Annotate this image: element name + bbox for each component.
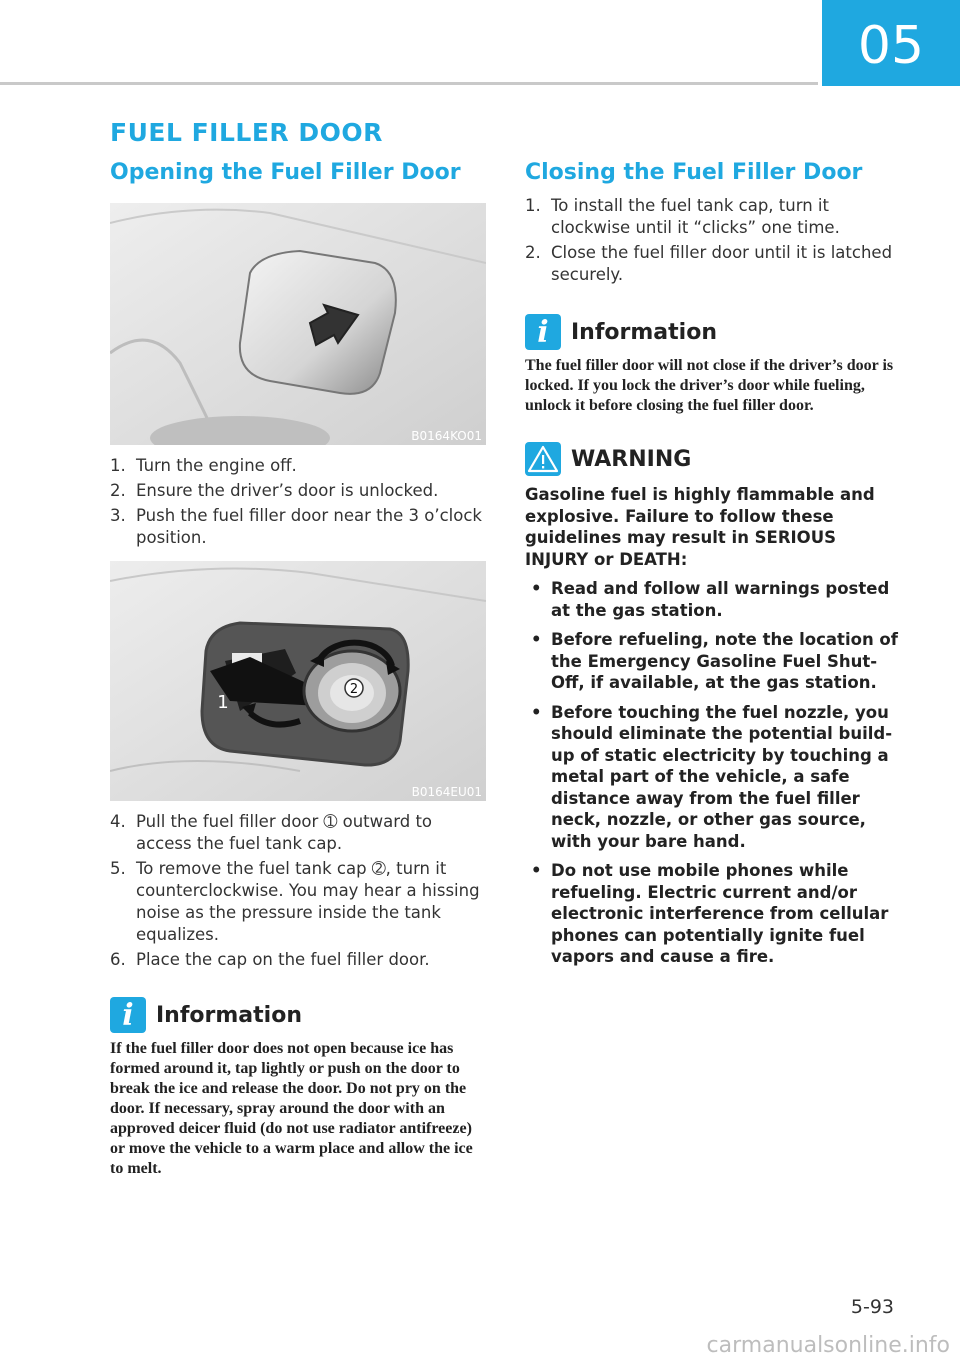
callout-1: 1 bbox=[217, 692, 229, 713]
step-text: To install the fuel tank cap, turn it clockwise until it “clicks” one time. bbox=[551, 196, 840, 237]
fuel-door-open-illustration bbox=[110, 561, 486, 801]
fuel-door-open-figure bbox=[110, 561, 486, 801]
step-number: 1. bbox=[525, 196, 541, 215]
opening-steps-b bbox=[110, 811, 488, 971]
step-number: 3. bbox=[110, 506, 126, 525]
warning-triangle-icon bbox=[525, 442, 561, 476]
info-text: The fuel filler door will not close if the driver’s door is locked. If you lock the driver’s door while fueling, unlock it before closing the fuel filler door. bbox=[525, 357, 894, 414]
chapter-tab: 05 bbox=[822, 0, 960, 86]
fuel-door-closed-figure bbox=[110, 203, 486, 445]
page-number: 5-93 bbox=[850, 1296, 894, 1318]
step-number: 2. bbox=[525, 243, 541, 262]
closing-step-1 bbox=[525, 195, 900, 239]
warning-intro: Gasoline fuel is highly flammable and explosive. Failure to follow these guidelines may result in SERIOUS INJURY or DEATH: bbox=[525, 485, 875, 569]
information-icon: i bbox=[110, 997, 146, 1033]
warning-list bbox=[525, 578, 900, 968]
step-number: 4. bbox=[110, 812, 126, 831]
information-icon: i bbox=[525, 314, 561, 350]
step-text: To remove the fuel tank cap ➁, turn it counterclockwise. You may hear a hissing noise as the pressure inside the tank equalizes. bbox=[136, 859, 480, 944]
closing-steps bbox=[525, 195, 900, 286]
step-number: 1. bbox=[110, 456, 126, 475]
warning-box bbox=[525, 442, 900, 968]
step-text: Ensure the driver’s door is unlocked. bbox=[136, 481, 439, 500]
warning-item: • Read and follow all warnings posted at the gas station. bbox=[525, 578, 900, 621]
warning-title: WARNING bbox=[571, 446, 692, 472]
step-6 bbox=[110, 949, 488, 971]
info-header bbox=[525, 314, 900, 350]
opening-heading: Opening the Fuel Filler Door bbox=[110, 160, 461, 185]
figure2-code: B0164EU01 bbox=[411, 785, 482, 799]
info-title: Information bbox=[571, 319, 717, 345]
closing-heading: Closing the Fuel Filler Door bbox=[525, 160, 863, 185]
step-text: Push the fuel filler door near the 3 o’clock position. bbox=[136, 506, 482, 547]
step-4 bbox=[110, 811, 488, 855]
warning-item: • Before refueling, note the location of the Emergency Gasoline Fuel Shut-Off, if available, at the gas station. bbox=[525, 629, 900, 694]
watermark: carmanualsonline.info bbox=[706, 1333, 950, 1358]
info-text: If the fuel filler door does not open because ice has formed around it, tap lightly or push on the door to break the ice and release the door. Do not pry on the door. If necessary, spray around the door with an approved deicer fluid (do not use radiator antifreeze) or move the vehicle to a warm place and allow the ice to melt. bbox=[110, 1040, 473, 1177]
step-3 bbox=[110, 505, 488, 549]
header-rule bbox=[0, 82, 818, 85]
step-number: 2. bbox=[110, 481, 126, 500]
section-title: FUEL FILLER DOOR bbox=[110, 118, 383, 147]
fuel-door-closed-illustration bbox=[110, 203, 486, 445]
callout-2: 2 bbox=[349, 682, 359, 697]
step-text: Turn the engine off. bbox=[136, 456, 297, 475]
warning-item: • Do not use mobile phones while refueling. Electric current and/or electronic interference from cellular phones can potentially ignite fuel vapors and cause a fire. bbox=[525, 860, 900, 968]
warning-header bbox=[525, 442, 900, 476]
info-header bbox=[110, 997, 488, 1033]
info-box-right bbox=[525, 314, 900, 416]
closing-step-2 bbox=[525, 242, 900, 286]
step-number: 5. bbox=[110, 859, 126, 878]
step-text: Place the cap on the fuel filler door. bbox=[136, 950, 430, 969]
opening-steps-a bbox=[110, 455, 488, 549]
info-box-left bbox=[110, 997, 488, 1179]
left-column bbox=[110, 160, 488, 1179]
info-title: Information bbox=[156, 1002, 302, 1028]
step-text: Close the fuel filler door until it is latched securely. bbox=[551, 243, 893, 284]
figure1-code: B0164KO01 bbox=[411, 429, 482, 443]
step-text: Pull the fuel filler door ➀ outward to access the fuel tank cap. bbox=[136, 812, 433, 853]
step-1 bbox=[110, 455, 488, 477]
step-number: 6. bbox=[110, 950, 126, 969]
step-2 bbox=[110, 480, 488, 502]
step-5 bbox=[110, 858, 488, 946]
warning-item: • Before touching the fuel nozzle, you should eliminate the potential build-up of static electricity by touching a metal part of the vehicle, a safe distance away from the fuel filler neck, nozzle, or other gas source, with your bare hand. bbox=[525, 702, 900, 853]
right-column bbox=[525, 160, 900, 976]
